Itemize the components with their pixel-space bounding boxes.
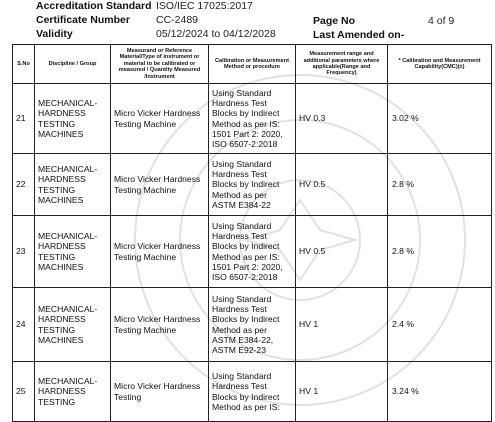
table-header-row xyxy=(13,45,492,84)
cell-discipline: MECHANICAL- HARDNESS TESTING MACHINES xyxy=(35,288,111,362)
column-header-method: Calibration or Measurement Method or procedure xyxy=(209,45,296,84)
cell-sno: 23 xyxy=(13,216,35,288)
cell-instrument: Micro Vicker Hardness Testing Machine xyxy=(111,84,209,154)
cell-discipline: MECHANICAL- HARDNESS TESTING MACHINES xyxy=(35,84,111,154)
page-label: Page No xyxy=(313,15,356,27)
certificate-header xyxy=(0,0,495,46)
cell-instrument: Micro Vicker Hardness Testing xyxy=(111,362,209,422)
table-row xyxy=(13,362,492,422)
cell-method: Using Standard Hardness Test Blocks by Indirect Method as per IS: 1501 Part 2: 2020, ISO 6507-2:2018 xyxy=(209,84,296,154)
cell-sno: 25 xyxy=(13,362,35,422)
table-row xyxy=(13,154,492,216)
accreditation-value: ISO/IEC 17025:2017 xyxy=(156,0,253,12)
column-header-sno: S.No xyxy=(13,45,35,84)
cell-sno: 22 xyxy=(13,154,35,216)
certificate-value: CC-2489 xyxy=(156,14,199,26)
cell-method: Using Standard Hardness Test Blocks by Indirect Method as per ASTM E384-22 xyxy=(209,154,296,216)
validity-value: 05/12/2024 to 04/12/2028 xyxy=(156,28,276,40)
cell-cmc: 2.8 % xyxy=(388,216,492,288)
cell-range: HV 0.5 xyxy=(296,216,388,288)
cell-discipline: MECHANICAL- HARDNESS TESTING xyxy=(35,362,111,422)
column-header-instrument: Measurand or Reference Material/Type of instrument or material to be calibrated or measured / Quantity Measured /Instrument xyxy=(111,45,209,84)
cell-sno: 21 xyxy=(13,84,35,154)
column-header-cmc: * Calibration and Measurement Capability(CMC)(±) xyxy=(388,45,492,84)
cell-instrument: Micro Vicker Hardness Testing Machine xyxy=(111,154,209,216)
certificate-label: Certificate Number xyxy=(36,14,130,26)
page-value: 4 of 9 xyxy=(428,15,455,27)
cell-instrument: Micro Vicker Hardness Testing Machine xyxy=(111,288,209,362)
column-header-discipline: Discipline / Group xyxy=(35,45,111,84)
cell-range: HV 1 xyxy=(296,288,388,362)
cell-method: Using Standard Hardness Test Blocks by Indirect Method as per IS: xyxy=(209,362,296,422)
cell-range: HV 0.3 xyxy=(296,84,388,154)
column-header-range: Measurement range and additional parameters where applicable(Range and Frequency) xyxy=(296,45,388,84)
cell-cmc: 3.02 % xyxy=(388,84,492,154)
cell-cmc: 2.8 % xyxy=(388,154,492,216)
cell-range: HV 0.5 xyxy=(296,154,388,216)
cell-discipline: MECHANICAL- HARDNESS TESTING MACHINES xyxy=(35,216,111,288)
accreditation-label: Accreditation Standard xyxy=(36,0,152,12)
cell-method: Using Standard Hardness Test Blocks by Indirect Method as per IS: 1501 Part 2: 2020, ISO 6507-2:2018 xyxy=(209,216,296,288)
cell-sno: 24 xyxy=(13,288,35,362)
cell-cmc: 3.24 % xyxy=(388,362,492,422)
last-amended-label: Last Amended on- xyxy=(313,29,405,41)
cell-instrument: Micro Vicker Hardness Testing Machine xyxy=(111,216,209,288)
cell-range: HV 1 xyxy=(296,362,388,422)
cell-method: Using Standard Hardness Test Blocks by Indirect Method as per ASTM E384-22, ASTM E92-23 xyxy=(209,288,296,362)
scope-table xyxy=(12,44,492,422)
table-row xyxy=(13,216,492,288)
table-row xyxy=(13,84,492,154)
table-row xyxy=(13,288,492,362)
cell-cmc: 2.4 % xyxy=(388,288,492,362)
validity-label: Validity xyxy=(36,28,73,40)
cell-discipline: MECHANICAL- HARDNESS TESTING MACHINES xyxy=(35,154,111,216)
